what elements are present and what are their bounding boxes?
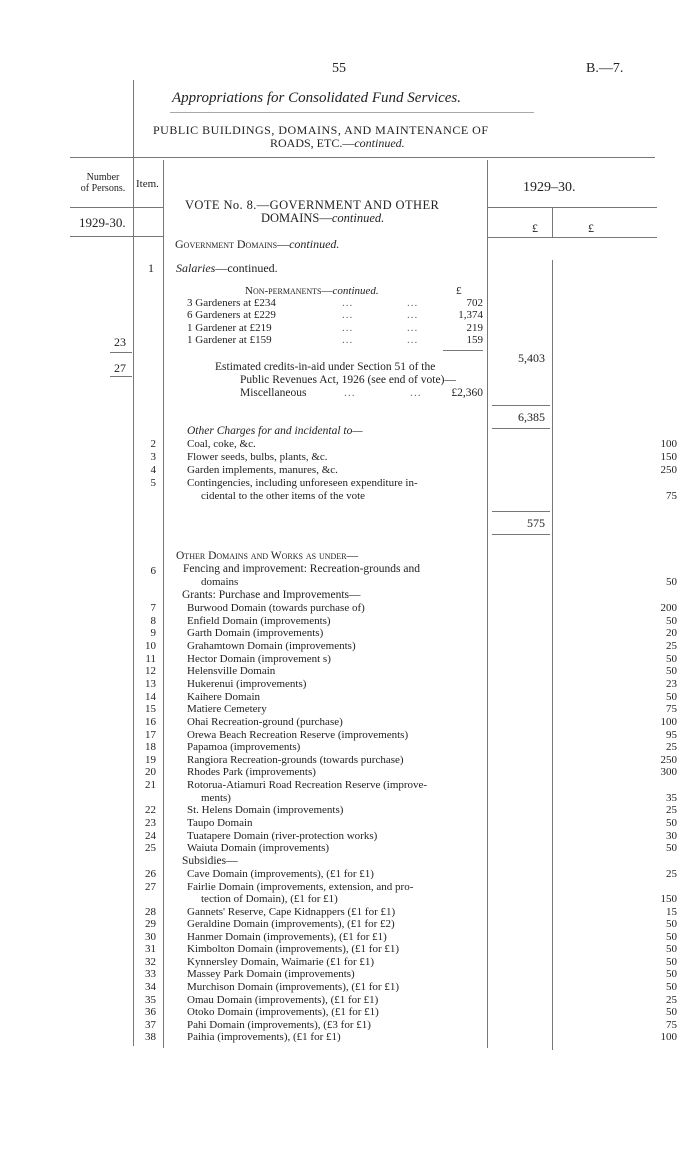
gov-domains-heading	[175, 238, 339, 251]
item-number: 35	[145, 993, 156, 1006]
dot-leader: ...	[407, 321, 419, 334]
subsidies-heading: Subsidies—	[182, 855, 238, 867]
item-amount: 50	[666, 665, 677, 678]
item-desc: Enfield Domain (improvements)	[187, 614, 331, 627]
dot-leader: ...	[410, 387, 422, 399]
salaries-total: 5,403	[518, 351, 545, 365]
item-desc: Contingencies, including unforeseen expenditure in-	[187, 477, 418, 489]
item-amount: 50	[666, 980, 677, 993]
item-desc: Rhodes Park (improvements)	[187, 766, 316, 779]
item-desc: Pahi Domain (improvements), (£3 for £1)	[187, 1018, 371, 1031]
dot-leader: ...	[407, 297, 419, 309]
item-number: 17	[145, 728, 156, 741]
other-charges-heading: Other Charges for and incidental to—	[187, 425, 363, 437]
item-number: 36	[145, 1006, 156, 1019]
subtotal1: 6,385	[518, 410, 545, 424]
item-amount: 75	[666, 490, 677, 502]
item-desc: Orewa Beach Recreation Reserve (improvements)	[187, 728, 409, 741]
credits-line3	[240, 387, 485, 400]
grant-row	[129, 627, 677, 640]
item-amount: 250	[660, 753, 677, 766]
page-title: Appropriations for Consolidated Fund Services.	[172, 90, 462, 106]
item-number: 20	[145, 766, 156, 779]
item-number: 11	[145, 652, 156, 665]
item-desc: Papamoa (improvements)	[187, 741, 301, 754]
item-desc: Burwood Domain (towards purchase of)	[187, 602, 365, 614]
grant-row	[129, 652, 677, 666]
subsidy-row	[129, 868, 677, 881]
pound-sign-1: £	[532, 221, 538, 235]
item-desc: Flower seeds, bulbs, plants, &c.	[187, 451, 328, 463]
subsidy-row	[129, 905, 677, 919]
item-amount: 30	[666, 829, 677, 842]
item-number: 15	[145, 703, 156, 716]
item-number: 29	[145, 918, 156, 931]
item-desc: Paihia (improvements), (£1 for £1)	[187, 1031, 341, 1044]
item-number: 18	[145, 741, 156, 754]
item-desc: Grahamtown Domain (improvements)	[187, 639, 356, 652]
subsidy-row	[129, 930, 677, 944]
item-number: 28	[145, 905, 156, 918]
subsidy-row	[129, 980, 677, 994]
gardener-row-3	[187, 322, 487, 334]
gardener-row-4	[187, 334, 487, 346]
item-amount: 35	[666, 791, 677, 804]
item-amount: 150	[660, 451, 677, 463]
grant-row	[129, 715, 677, 729]
item-desc: Cave Domain (improvements), (£1 for £1)	[187, 868, 374, 880]
nonperm-continued: continued.	[332, 285, 379, 297]
item-number: 24	[145, 829, 156, 842]
item-amount: 50	[666, 652, 677, 665]
gardeners-list	[187, 297, 487, 346]
fencing-item-number: 6	[150, 565, 156, 577]
persons-total-rule	[110, 376, 132, 377]
item-amount: 25	[666, 741, 677, 754]
item-desc: Hanmer Domain (improvements), (£1 for £1)	[187, 930, 387, 943]
dot-leader: ...	[342, 321, 354, 334]
item-desc: Helensville Domain	[187, 665, 276, 678]
other-domains-heading: Other Domains and Works as under—	[176, 550, 359, 562]
subsidy-row	[129, 993, 677, 1007]
gardener-desc: 6 Gardeners at £229	[187, 309, 276, 322]
subsidy-row	[129, 918, 677, 931]
item-desc: cidental to the other items of the vote	[201, 490, 366, 502]
item-desc: Rangiora Recreation-grounds (towards purchase)	[187, 753, 404, 766]
item-amount: 50	[666, 842, 677, 855]
subsidy-row	[129, 1031, 677, 1044]
item-desc: Kynnersley Domain, Waimarie (£1 for £1)	[187, 955, 375, 968]
subsidy-row	[129, 1006, 677, 1019]
item-desc: Taupo Domain	[187, 817, 253, 830]
item-amount: 25	[666, 993, 677, 1006]
gardener-row-2	[187, 309, 487, 321]
item-desc: Hukerenui (improvements)	[187, 677, 307, 690]
gardener-row-1	[187, 297, 487, 309]
item-number: 19	[145, 753, 156, 766]
item-desc: St. Helens Domain (improvements)	[187, 804, 344, 817]
dot-leader: ...	[342, 297, 354, 309]
grant-row	[129, 728, 677, 742]
other-charge-row	[129, 438, 677, 451]
persons-year-rule	[70, 207, 133, 208]
subsidy-row	[129, 955, 677, 969]
item-amount: 100	[660, 715, 677, 728]
gardener-amount: 702	[466, 297, 483, 309]
grants-heading: Grants: Purchase and Improvements—	[182, 589, 361, 601]
item-desc: Murchison Domain (improvements), (£1 for £1)	[187, 980, 400, 993]
other-charge-row	[129, 464, 677, 477]
item-desc: Gannets' Reserve, Cape Kidnappers (£1 for £1)	[187, 905, 396, 918]
item-desc: Hector Domain (improvement s)	[187, 652, 331, 665]
item-desc: Omau Domain (improvements), (£1 for £1)	[187, 993, 379, 1006]
item-number: 5	[150, 477, 156, 489]
grant-row	[129, 665, 677, 678]
item-amount: 150	[660, 893, 677, 906]
subsidy-row	[129, 968, 677, 981]
item-amount: 15	[666, 905, 677, 918]
persons-year: 1929-30.	[79, 215, 126, 230]
section-title-line2	[270, 137, 405, 150]
credits-line2: Public Revenues Act, 1926 (see end of vote)—	[240, 374, 456, 386]
item-number: 25	[145, 842, 156, 855]
persons-count-27: 27	[114, 361, 126, 375]
item-number: 27	[145, 880, 156, 893]
item-amount: 25	[666, 639, 677, 652]
item-desc: tection of Domain), (£1 for £1)	[201, 893, 338, 906]
gardener-amount: 159	[466, 333, 483, 346]
item-amount: 50	[666, 576, 677, 588]
item-number: 12	[145, 665, 156, 678]
dot-leader: ...	[407, 309, 419, 322]
item-number: 3	[150, 451, 156, 463]
item-desc: Coal, coke, &c.	[187, 438, 256, 450]
subsidy-row	[129, 893, 677, 906]
page-number: 55	[332, 61, 346, 76]
gardener-desc: 1 Gardener at £159	[187, 333, 272, 346]
subtotal2-top-rule	[492, 511, 550, 512]
item-desc: Matiere Cemetery	[187, 703, 267, 716]
item-desc: Tuatapere Domain (river-protection works)	[187, 829, 378, 842]
item-amount: 50	[666, 930, 677, 943]
item-amount: 100	[660, 1031, 677, 1044]
item-header-rule	[133, 207, 163, 208]
grant-row	[129, 602, 677, 615]
item-header: Item.	[136, 178, 159, 190]
grant-row	[129, 779, 659, 792]
credits-label: Miscellaneous	[240, 387, 307, 399]
item-number: 22	[145, 804, 156, 817]
nonperm-pound: £	[456, 285, 462, 297]
item-desc: Otoko Domain (improvements), (£1 for £1)	[187, 1006, 379, 1019]
dot-leader: ...	[342, 309, 354, 322]
vote-heading-line1: VOTE No. 8.—GOVERNMENT AND OTHER	[185, 198, 440, 212]
vote-heading-line2	[261, 212, 384, 225]
item-amount: 20	[666, 627, 677, 640]
other-charge-row	[129, 451, 677, 464]
salaries-continued: —continued.	[215, 261, 278, 275]
grant-row	[129, 842, 677, 855]
amount-year: 1929–30.	[523, 180, 576, 195]
title-rule	[170, 112, 534, 113]
amount-mid-rule	[552, 207, 553, 237]
item-amount: 25	[666, 804, 677, 817]
salaries-label: Salaries	[176, 261, 216, 275]
item-number: 4	[150, 464, 156, 476]
subsidy-row	[129, 881, 659, 894]
gov-domains-text: Government Domains—	[175, 237, 290, 251]
gardeners-sum-rule	[443, 350, 483, 351]
item-amount: 25	[666, 868, 677, 880]
item-desc: Garden implements, manures, &c.	[187, 464, 338, 476]
item-desc: Waiuta Domain (improvements)	[187, 842, 330, 855]
salaries-heading	[176, 262, 278, 275]
item-number: 14	[145, 690, 156, 703]
item-amount: 50	[666, 1006, 677, 1019]
subtotal1-top-rule	[492, 405, 550, 406]
item-number: 8	[150, 614, 156, 627]
gardener-amount: 219	[466, 321, 483, 334]
item-number: 21	[145, 779, 156, 792]
subsidy-row	[129, 1018, 677, 1032]
section-title-continued: continued.	[354, 136, 405, 150]
grant-row	[129, 804, 677, 817]
other-charge-row	[129, 477, 659, 490]
amount-header-rule	[487, 207, 657, 208]
item-amount: 50	[666, 614, 677, 627]
item-amount: 50	[666, 943, 677, 956]
persons-sum-rule	[110, 352, 132, 353]
section-title-text: ROADS, ETC.—	[270, 136, 355, 150]
credits-amount: £2,360	[451, 387, 483, 399]
item-number: 10	[145, 639, 156, 652]
item-number: 9	[150, 627, 156, 640]
item-number: 33	[145, 968, 156, 981]
dot-leader: ...	[342, 333, 354, 346]
item-number: 23	[145, 817, 156, 830]
item-amount: 50	[666, 918, 677, 931]
subtotal2-bottom-rule	[492, 534, 550, 535]
other-charge-row	[129, 490, 677, 503]
item-desc: Geraldine Domain (improvements), (£1 for £2)	[187, 918, 395, 931]
section-title-line1: PUBLIC BUILDINGS, DOMAINS, AND MAINTENANCE OF	[153, 123, 489, 137]
persons-count-23: 23	[114, 335, 126, 349]
item-amount: 75	[666, 1018, 677, 1031]
item-number: 32	[145, 955, 156, 968]
item-number: 13	[145, 677, 156, 690]
item-desc: ments)	[201, 791, 231, 804]
nonperm-heading	[245, 285, 379, 298]
item-desc: Ohai Recreation-ground (purchase)	[187, 715, 343, 728]
item-number: 37	[145, 1018, 156, 1031]
item-desc: Kaihere Domain	[187, 690, 260, 703]
item-desc: Garth Domain (improvements)	[187, 627, 324, 640]
vote-heading-text: DOMAINS—	[261, 211, 332, 225]
subtotal1-bottom-rule	[492, 428, 550, 429]
dot-leader: ...	[407, 333, 419, 346]
item-number: 30	[145, 930, 156, 943]
item-amount: 50	[666, 817, 677, 830]
grant-row	[129, 690, 677, 704]
item-amount: 200	[660, 602, 677, 614]
table-top-rule	[70, 157, 655, 158]
item-amount: 50	[666, 690, 677, 703]
grant-row	[129, 829, 677, 843]
grant-row	[129, 791, 677, 805]
grant-row	[129, 703, 677, 716]
gardener-desc: 1 Gardener at £219	[187, 321, 272, 334]
item-desc: Kimbolton Domain (improvements), (£1 for £1)	[187, 943, 400, 956]
item-desc: Massey Park Domain (improvements)	[187, 968, 355, 981]
item-number: 34	[145, 980, 156, 993]
salaries-item-number: 1	[148, 261, 154, 275]
gardener-amount: 1,374	[458, 309, 483, 322]
fencing-line1: Fencing and improvement: Recreation-grounds and	[183, 563, 420, 575]
grant-row	[129, 766, 677, 779]
item-number: 31	[145, 943, 156, 956]
grant-row	[129, 741, 677, 754]
vote-heading-continued: continued.	[331, 211, 385, 225]
gardener-desc: 3 Gardeners at £234	[187, 297, 276, 309]
item-desc: domains	[201, 576, 239, 588]
grant-row	[129, 753, 677, 767]
page-reference: B.—7.	[586, 61, 624, 76]
dot-leader: ...	[344, 387, 356, 399]
nonperm-label: Non-permanents—	[245, 285, 333, 297]
item-amount: 250	[660, 464, 677, 476]
gov-domains-continued: continued.	[289, 237, 340, 251]
credits-line1: Estimated credits-in-aid under Section 51 of the	[215, 361, 436, 373]
persons-header-line2: of Persons.	[80, 183, 126, 194]
item-amount: 300	[660, 766, 677, 779]
item-amount: 23	[666, 677, 677, 690]
subtotal2: 575	[527, 516, 545, 530]
item-amount: 75	[666, 703, 677, 716]
item-number: 7	[150, 602, 156, 614]
item-amount: 50	[666, 955, 677, 968]
grant-row	[129, 639, 677, 653]
pound-sign-2: £	[588, 221, 594, 235]
grant-row	[129, 614, 677, 628]
item-desc: Rotorua-Atiamuri Road Recreation Reserve (improve-	[187, 779, 428, 792]
amount-pound-rule	[487, 237, 657, 238]
item-number: 16	[145, 715, 156, 728]
item-amount: 100	[660, 438, 677, 450]
fencing-row	[129, 576, 677, 589]
grant-row	[129, 817, 677, 830]
persons-header-line1: Number	[86, 172, 120, 183]
persons-header	[76, 172, 130, 194]
grant-row	[129, 677, 677, 691]
item-amount: 50	[666, 968, 677, 981]
item-number: 26	[145, 868, 156, 880]
item-number: 2	[150, 438, 156, 450]
subsidy-row	[129, 943, 677, 956]
persons-header-bottom-rule	[70, 236, 163, 237]
item-number: 38	[145, 1031, 156, 1044]
item-desc: Fairlie Domain (improvements, extension, and pro-	[187, 880, 414, 893]
item-amount: 95	[666, 728, 677, 741]
